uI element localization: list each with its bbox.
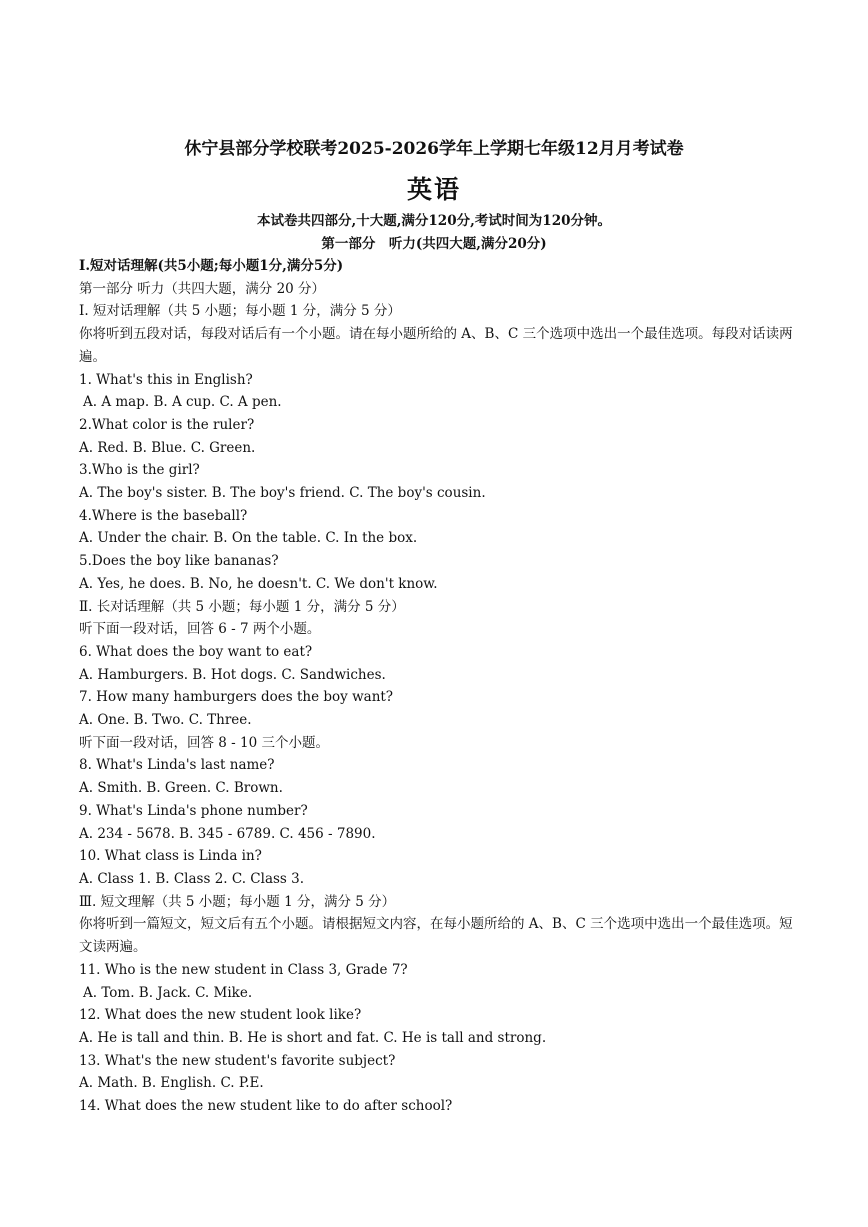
part-heading: 第一部分 听力(共四大题,满分20分) <box>321 236 547 252</box>
question: 6. What does the boy want to eat? <box>79 643 313 660</box>
question: 12. What does the new student look like? <box>79 1007 362 1024</box>
options: A. Math. B. English. C. P.E. <box>79 1075 264 1092</box>
question: 14. What does the new student like to do after school? <box>79 1098 453 1115</box>
options: A. Red. B. Blue. C. Green. <box>79 439 256 456</box>
exam-info: 本试卷共四部分,十大题,满分120分,考试时间为120分钟。 <box>257 213 611 229</box>
options: A. A map. B. A cup. C. A pen. <box>83 394 282 411</box>
options: A. He is tall and thin. B. He is short and fat. C. He is tall and strong. <box>79 1029 547 1046</box>
section-heading: Ⅲ. 短文理解（共 5 小题；每小题 1 分，满分 5 分） <box>79 893 396 910</box>
options: A. Class 1. B. Class 2. C. Class 3. <box>79 870 305 887</box>
options: A. Hamburgers. B. Hot dogs. C. Sandwiches. <box>79 666 386 683</box>
options: A. Smith. B. Green. C. Brown. <box>79 780 283 797</box>
exam-title: 休宁县部分学校联考2025-2026学年上学期七年级12月月考试卷 <box>184 139 684 159</box>
options: A. The boy's sister. B. The boy's friend. C. The boy's cousin. <box>79 485 486 502</box>
instructions: 你将听到一篇短文，短文后有五个小题。请根据短文内容，在每小题所给的 A、B、C 三个选项中选出一个最佳选项。短文读两遍。 <box>79 916 793 956</box>
question: 9. What's Linda's phone number? <box>79 802 308 819</box>
options: A. Under the chair. B. On the table. C. In the box. <box>79 530 418 547</box>
question: 4.Where is the baseball? <box>79 507 248 524</box>
section-heading: Ⅰ.短对话理解(共5小题;每小题1分,满分5分) <box>79 258 344 274</box>
question: 8. What's Linda's last name? <box>79 757 275 774</box>
options: A. Yes, he does. B. No, he doesn't. C. We don't know. <box>79 575 438 592</box>
instructions: 你将听到五段对话，每段对话后有一个小题。请在每小题所给的 A、B、C 三个选项中选出一个最佳选项。每段对话读两遍。 <box>79 326 793 365</box>
question: 5.Does the boy like bananas? <box>79 553 279 570</box>
section-heading: Ⅱ. 长对话理解（共 5 小题；每小题 1 分，满分 5 分） <box>79 598 405 615</box>
subject-heading: 英语 <box>406 175 461 204</box>
question: 1. What's this in English? <box>79 371 253 388</box>
instructions: 听下面一段对话，回答 8 - 10 三个小题。 <box>79 734 329 751</box>
question: 13. What's the new student's favorite subject? <box>79 1052 396 1069</box>
exam-body <box>79 255 799 1118</box>
question: 2.What color is the ruler? <box>79 416 255 433</box>
options: A. One. B. Two. C. Three. <box>79 712 252 729</box>
instructions: 听下面一段对话，回答 6 - 7 两个小题。 <box>79 621 321 638</box>
question: 11. Who is the new student in Class 3, Grade 7? <box>79 961 408 978</box>
section-heading: Ⅰ. 短对话理解（共 5 小题；每小题 1 分，满分 5 分） <box>79 303 401 320</box>
options: A. Tom. B. Jack. C. Mike. <box>83 984 253 1001</box>
question: 7. How many hamburgers does the boy want? <box>79 689 394 706</box>
question: 3.Who is the girl? <box>79 462 200 479</box>
question: 10. What class is Linda in? <box>79 848 262 865</box>
part-line: 第一部分 听力（共四大题，满分 20 分） <box>79 280 326 297</box>
options: A. 234 - 5678. B. 345 - 6789. C. 456 - 7890. <box>79 825 376 842</box>
